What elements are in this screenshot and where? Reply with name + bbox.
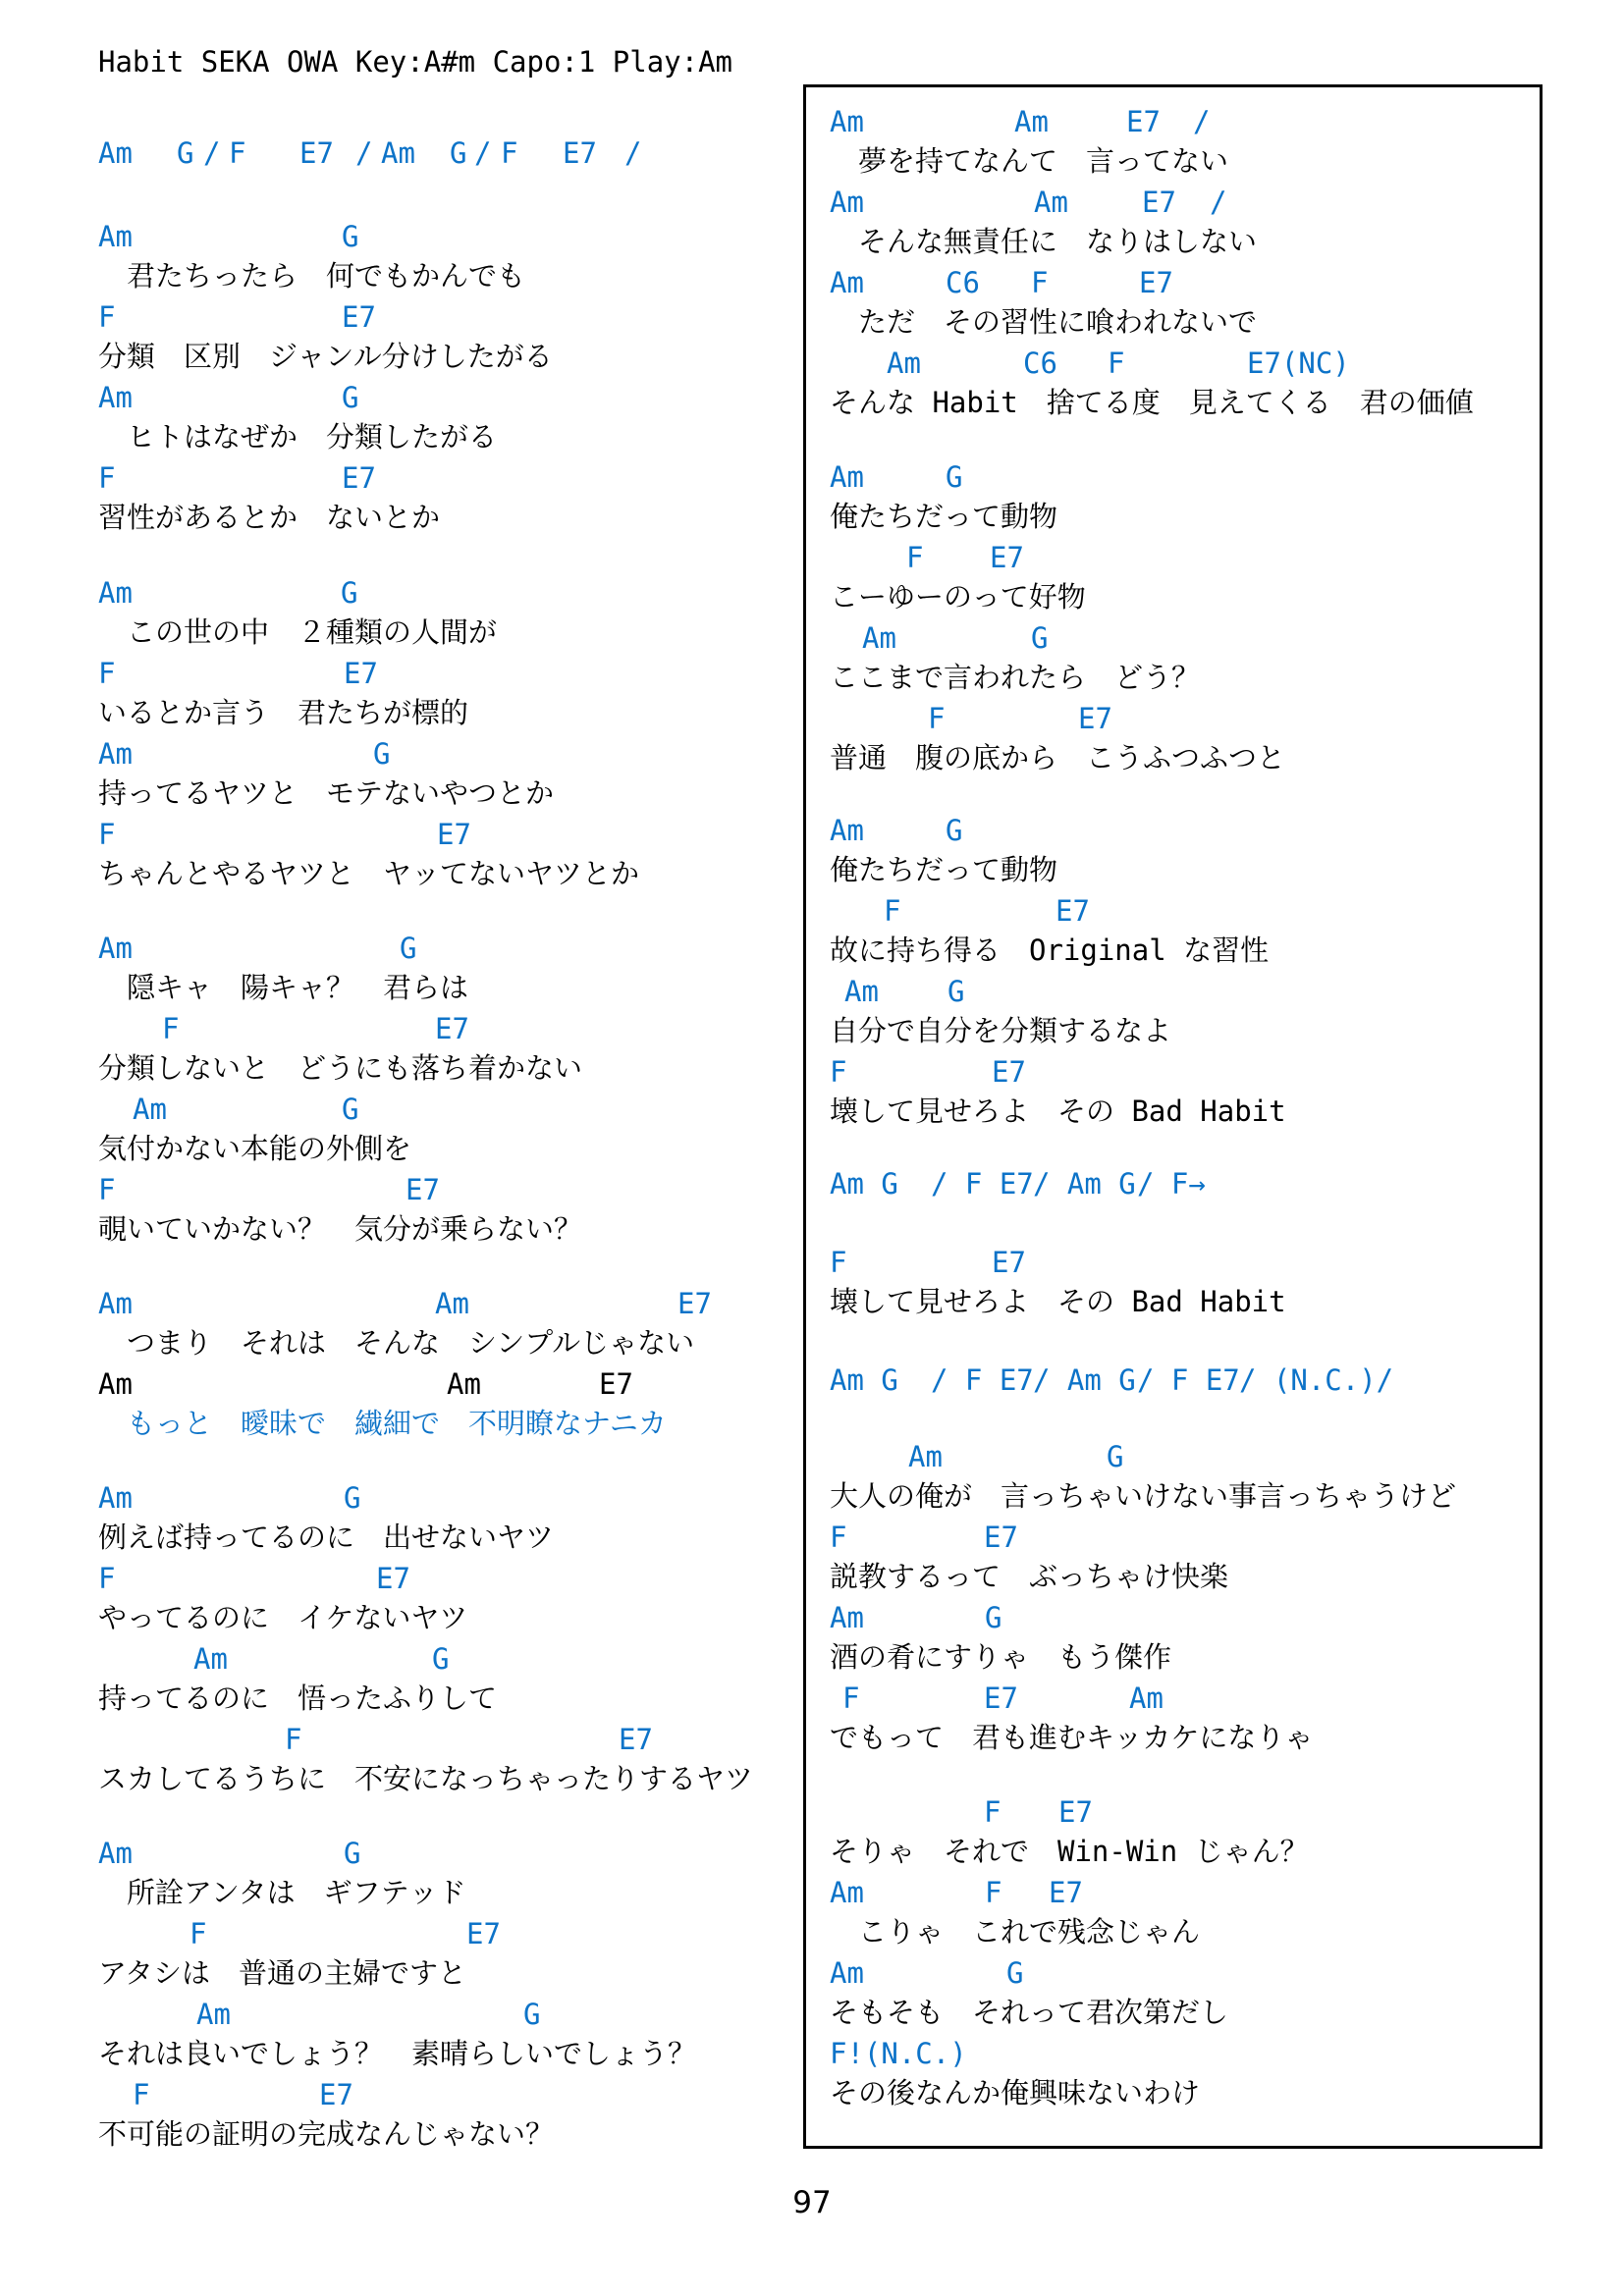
lyric-text: そんな Habit 捨てる度 見えてくる 君の価値 — [830, 386, 1474, 419]
lyric-line — [0, 1641, 1624, 1679]
chord-token: / — [1193, 105, 1211, 138]
page-number: 97 — [792, 2185, 832, 2220]
lyric-text: 所詮アンタは ギフテッド — [98, 1876, 466, 1909]
chord-token: E7 — [984, 1521, 1018, 1554]
lyric-text: 大人の俺が 言っちゃいけない事言っちゃうけど — [830, 1479, 1457, 1513]
chord-line — [0, 1247, 1624, 1284]
chord-token: G — [432, 1642, 450, 1676]
chord-token: E7 — [437, 818, 471, 851]
chord-token: E7 — [344, 657, 378, 690]
chord-token: Am — [887, 347, 921, 380]
lyric-line — [0, 1836, 1624, 1873]
chord-token: G — [342, 220, 359, 253]
lyric-line — [0, 421, 1624, 458]
chord-token: E7 — [406, 1173, 440, 1206]
chord-token: G — [523, 1998, 541, 2031]
lyric-line — [0, 581, 1624, 618]
chord-token: Am — [98, 220, 133, 253]
lyric-text: 壊して見せろよ その Bad Habit — [830, 1285, 1286, 1318]
chord-token: G — [373, 737, 391, 771]
chord-token: E7 — [376, 1562, 410, 1595]
lyric-text: 例えば持ってるのに 出せないヤツ — [98, 1521, 555, 1554]
chord-line — [0, 1364, 1624, 1402]
chord-token: G — [342, 1093, 359, 1126]
chord-token: Am — [830, 105, 864, 138]
chord-token: F — [98, 300, 116, 334]
lyric-line — [0, 1012, 1624, 1052]
lyric-line — [0, 306, 1624, 344]
chord-line — [0, 106, 1624, 143]
chord-token: E7 — [319, 2078, 353, 2111]
chord-token: E7 — [1126, 105, 1161, 138]
lyric-text: 隠キャ 陽キャ？ 君らは — [98, 971, 469, 1004]
chord-line — [0, 1522, 1624, 1559]
lyric-text: 気付かない本能の外側を — [98, 1132, 412, 1165]
chord-token: F — [884, 894, 901, 928]
chord-token: F — [162, 1012, 180, 1045]
chord-token: G — [1031, 621, 1049, 655]
chord-token: E7 — [435, 1012, 469, 1045]
lyric-text: つまり それは そんな シンプルじゃない — [98, 1326, 695, 1360]
chord-token: F — [98, 1173, 116, 1206]
chord-line — [0, 347, 1624, 385]
lyric-line — [0, 854, 1624, 891]
chord-token: G — [344, 1837, 361, 1870]
chord-line — [0, 1056, 1624, 1094]
chord-token: F — [985, 1876, 1002, 1909]
chord-line — [0, 187, 1624, 224]
lyric-text: この世の中 ２種類の人間が — [98, 615, 498, 649]
chord-token: Am — [98, 381, 133, 414]
chord-line — [0, 1796, 1624, 1834]
lyric-text: そんな無責任に なりはしない — [830, 225, 1258, 258]
chord-token: F — [830, 1246, 847, 1279]
chord-token: F — [98, 818, 116, 851]
lyric-text: やってるのに イケないヤツ — [98, 1601, 468, 1634]
chord-line — [0, 895, 1624, 933]
lyric-text: その後なんか俺興味ないわけ — [830, 2076, 1201, 2109]
chord-token: / — [624, 136, 642, 170]
lyric-text: それは良いでしょう？ 素晴らしいでしょう？ — [98, 2037, 697, 2070]
chord-line — [0, 267, 1624, 304]
lyric-line — [0, 934, 1624, 972]
lyric-text: そもそも それって君次第だし — [830, 1996, 1229, 2029]
chord-token: / F E7 — [1137, 1363, 1240, 1397]
lyric-line — [0, 777, 1624, 815]
chord-token: Am — [98, 932, 133, 965]
chord-token: E7 — [466, 1917, 501, 1950]
chord-line — [0, 1602, 1624, 1639]
lyric-text: そりゃ それで Win-Win じゃん？ — [830, 1835, 1309, 1868]
chord-token: E7 — [342, 461, 376, 495]
chord-token: Am — [98, 1837, 133, 1870]
chord-token: E7 — [990, 541, 1024, 574]
chord-token: F — [842, 1682, 860, 1715]
chord-token: E7 — [299, 136, 334, 170]
chord-line — [0, 1877, 1624, 1914]
chord-token: Am — [830, 460, 864, 494]
chord-token: G — [342, 381, 359, 414]
chord-token: G — [450, 136, 467, 170]
chord-token: G — [177, 136, 194, 170]
chord-token: F — [189, 1917, 207, 1950]
lyric-line — [0, 501, 1624, 538]
lyric-text: こりゃ これで残念じゃん — [830, 1915, 1201, 1949]
chord-token: F — [98, 461, 116, 495]
lyric-line — [0, 1286, 1624, 1323]
chord-token: E7(NC) — [1247, 347, 1350, 380]
lyric-text: 普通 腹の底から こうふつふつと — [830, 741, 1286, 774]
chord-line — [0, 976, 1624, 1013]
lyric-text: 俺たちだって動物 — [830, 500, 1058, 533]
chord-token: F — [1031, 266, 1049, 299]
chord-token: E7 — [1049, 1876, 1083, 1909]
lyric-line — [0, 145, 1624, 183]
chord-token: Am — [830, 1956, 864, 1990]
chord-token: E7 — [992, 1055, 1026, 1089]
chord-token: F — [229, 136, 246, 170]
lyric-line — [0, 1327, 1624, 1364]
chord-token: Am — [98, 1287, 133, 1320]
chord-token: Am — [196, 1998, 231, 2031]
lyric-text: 習性があるとか ないとか — [98, 501, 441, 534]
chord-line — [0, 703, 1624, 740]
song-title: Habit SEKA OWA Key:A#m Capo:1 Play:Am — [98, 45, 733, 79]
chord-token: E7 — [1142, 186, 1176, 219]
lyric-line — [0, 1722, 1624, 1759]
chord-token: G — [1107, 1440, 1124, 1473]
chord-token: F — [501, 136, 518, 170]
chord-token: Am — [830, 266, 864, 299]
chord-token: Am — [830, 186, 864, 219]
chord-token: F — [984, 1795, 1001, 1829]
chord-token: E7 — [1056, 894, 1090, 928]
lyric-line — [0, 2077, 1624, 2114]
chord-token: / Am G — [1033, 1167, 1136, 1201]
chord-token: C6 — [1023, 347, 1057, 380]
chord-token: Am — [98, 737, 133, 771]
chord-token: C6 — [946, 266, 980, 299]
lyric-line — [0, 1561, 1624, 1598]
chord-line — [0, 461, 1624, 499]
lyric-line — [0, 1213, 1624, 1251]
chord-line — [0, 622, 1624, 660]
chord-token: Am — [1129, 1682, 1164, 1715]
chord-token: Am — [381, 136, 415, 170]
chord-token: G — [400, 932, 417, 965]
chord-line — [0, 1682, 1624, 1720]
lyric-text: 自分で自分を分類するなよ — [830, 1014, 1172, 1047]
chord-token: / — [203, 136, 221, 170]
lyric-text: 分類 区別 ジャンル分けしたがる — [98, 340, 553, 373]
chord-line — [0, 2038, 1624, 2075]
chord-token: Am — [830, 814, 864, 847]
chord-token: G — [947, 975, 965, 1008]
chord-token: Am — [830, 1601, 864, 1634]
chord-token: E7 — [677, 1287, 712, 1320]
chord-token: F — [98, 1562, 116, 1595]
chord-line — [0, 542, 1624, 579]
chord-token: E7 — [342, 300, 376, 334]
chord-line — [0, 1168, 1624, 1205]
lyric-text: ヒトはなぜか 分類したがる — [98, 420, 498, 454]
lyric-line — [0, 1763, 1624, 1800]
lyric-text: こーゆーのって好物 — [830, 580, 1086, 614]
chord-token: F!(N.C.) — [830, 2037, 967, 2070]
chord-token: F — [1108, 347, 1125, 380]
lyric-text: 覗いていかない？ 気分が乗らない？ — [98, 1212, 583, 1246]
chord-token: E7 — [1078, 702, 1112, 735]
chord-token: G — [344, 1481, 361, 1515]
chord-token: Am G — [830, 1363, 898, 1397]
chord-token: Am — [1034, 186, 1068, 219]
chord-token: Am G — [830, 1167, 898, 1201]
chord-token: Am — [844, 975, 879, 1008]
lyric-line — [0, 226, 1624, 263]
lyric-text: 夢を持てなんて 言ってない — [830, 144, 1229, 178]
chord-token: E7 — [619, 1723, 653, 1756]
chord-token: Am — [862, 621, 896, 655]
lyric-text: アタシは 普通の主婦ですと — [98, 1956, 466, 1990]
lyric-line — [0, 1095, 1624, 1133]
chord-token: E7 — [599, 1367, 633, 1401]
chord-token: G — [1006, 1956, 1024, 1990]
chord-line — [0, 815, 1624, 852]
lyric-line — [0, 2118, 1624, 2156]
lyric-line — [0, 387, 1624, 424]
chord-token: / Am G — [1033, 1363, 1136, 1397]
chord-token: E7 — [563, 136, 597, 170]
chord-token: E7 — [1058, 1795, 1093, 1829]
lyric-text: 酒の肴にすりゃ もう傑作 — [830, 1640, 1172, 1674]
lyric-text: 持ってるヤツと モテないやつとか — [98, 776, 555, 810]
chord-token: G — [341, 576, 358, 610]
chord-token: F — [285, 1723, 302, 1756]
lyric-line — [0, 662, 1624, 699]
chord-token: Am — [133, 1093, 167, 1126]
chord-token: F — [133, 2078, 150, 2111]
lyric-text: 壊して見せろよ その Bad Habit — [830, 1095, 1286, 1128]
lyric-text: 故に持ち得る Original な習性 — [830, 934, 1270, 967]
chord-token: Am — [908, 1440, 943, 1473]
chord-token: G — [985, 1601, 1002, 1634]
chord-token: / — [474, 136, 492, 170]
lyric-line — [0, 1133, 1624, 1170]
lyric-text: ここまで言われたら どう？ — [830, 661, 1201, 694]
chord-token: E7 — [1139, 266, 1173, 299]
lyric-line — [0, 1408, 1624, 1445]
chord-line — [0, 1441, 1624, 1478]
chord-line — [0, 1957, 1624, 1995]
lyric-text: 持ってるのに 悟ったふりして — [98, 1682, 498, 1715]
lyric-text: スカしてるうちに 不安になっちゃったりするヤツ — [98, 1762, 754, 1795]
lyric-text: 不可能の証明の完成なんじゃない？ — [98, 2117, 555, 2151]
chord-token: Am — [1014, 105, 1049, 138]
chord-token: Am — [830, 1876, 864, 1909]
lyric-line — [0, 1916, 1624, 1953]
lyric-text: ただ その習性に喰われないで — [830, 305, 1258, 339]
chord-token: F — [928, 702, 946, 735]
lyric-text: ちゃんとやるヤツと ヤッてないヤツとか — [98, 857, 640, 890]
chord-token: Am — [193, 1642, 228, 1676]
chord-token: G — [946, 460, 963, 494]
chord-token: Am — [98, 136, 133, 170]
chord-token: G — [946, 814, 963, 847]
chord-token: F — [830, 1055, 847, 1089]
chord-token: Am — [98, 1367, 133, 1401]
chord-token: / F E7 — [931, 1363, 1034, 1397]
lyric-text: 君たちったら 何でもかんでも — [98, 259, 526, 293]
chord-token: Am — [98, 576, 133, 610]
chord-token: Am — [98, 1481, 133, 1515]
lyric-text: 説教するって ぶっちゃけ快楽 — [830, 1560, 1229, 1593]
chord-token: / F E7 — [931, 1167, 1034, 1201]
lyric-line — [0, 742, 1624, 779]
lyric-line — [0, 1480, 1624, 1518]
chord-token: F — [830, 1521, 847, 1554]
lyric-line — [0, 1997, 1624, 2034]
chord-token: F — [98, 657, 116, 690]
lyric-text: 俺たちだって動物 — [830, 853, 1058, 886]
chord-token: / — [355, 136, 373, 170]
chord-token: F — [906, 541, 924, 574]
chord-token: / — [1210, 186, 1227, 219]
chord-token: Am — [447, 1367, 481, 1401]
lyric-text: いるとか言う 君たちが標的 — [98, 696, 469, 729]
lyric-text: もっと 曖昧で 繊細で 不明瞭なナニカ — [98, 1407, 667, 1440]
lyric-text: 分類しないと どうにも落ち着かない — [98, 1051, 583, 1085]
chord-token: / (N.C.)/ — [1239, 1363, 1394, 1397]
chord-token: Am — [435, 1287, 469, 1320]
chord-token: / F→ — [1137, 1167, 1206, 1201]
chord-token: E7 — [992, 1246, 1026, 1279]
chord-token: E7 — [984, 1682, 1018, 1715]
lyric-text: でもって 君も進むキッカケになりゃ — [830, 1721, 1314, 1754]
